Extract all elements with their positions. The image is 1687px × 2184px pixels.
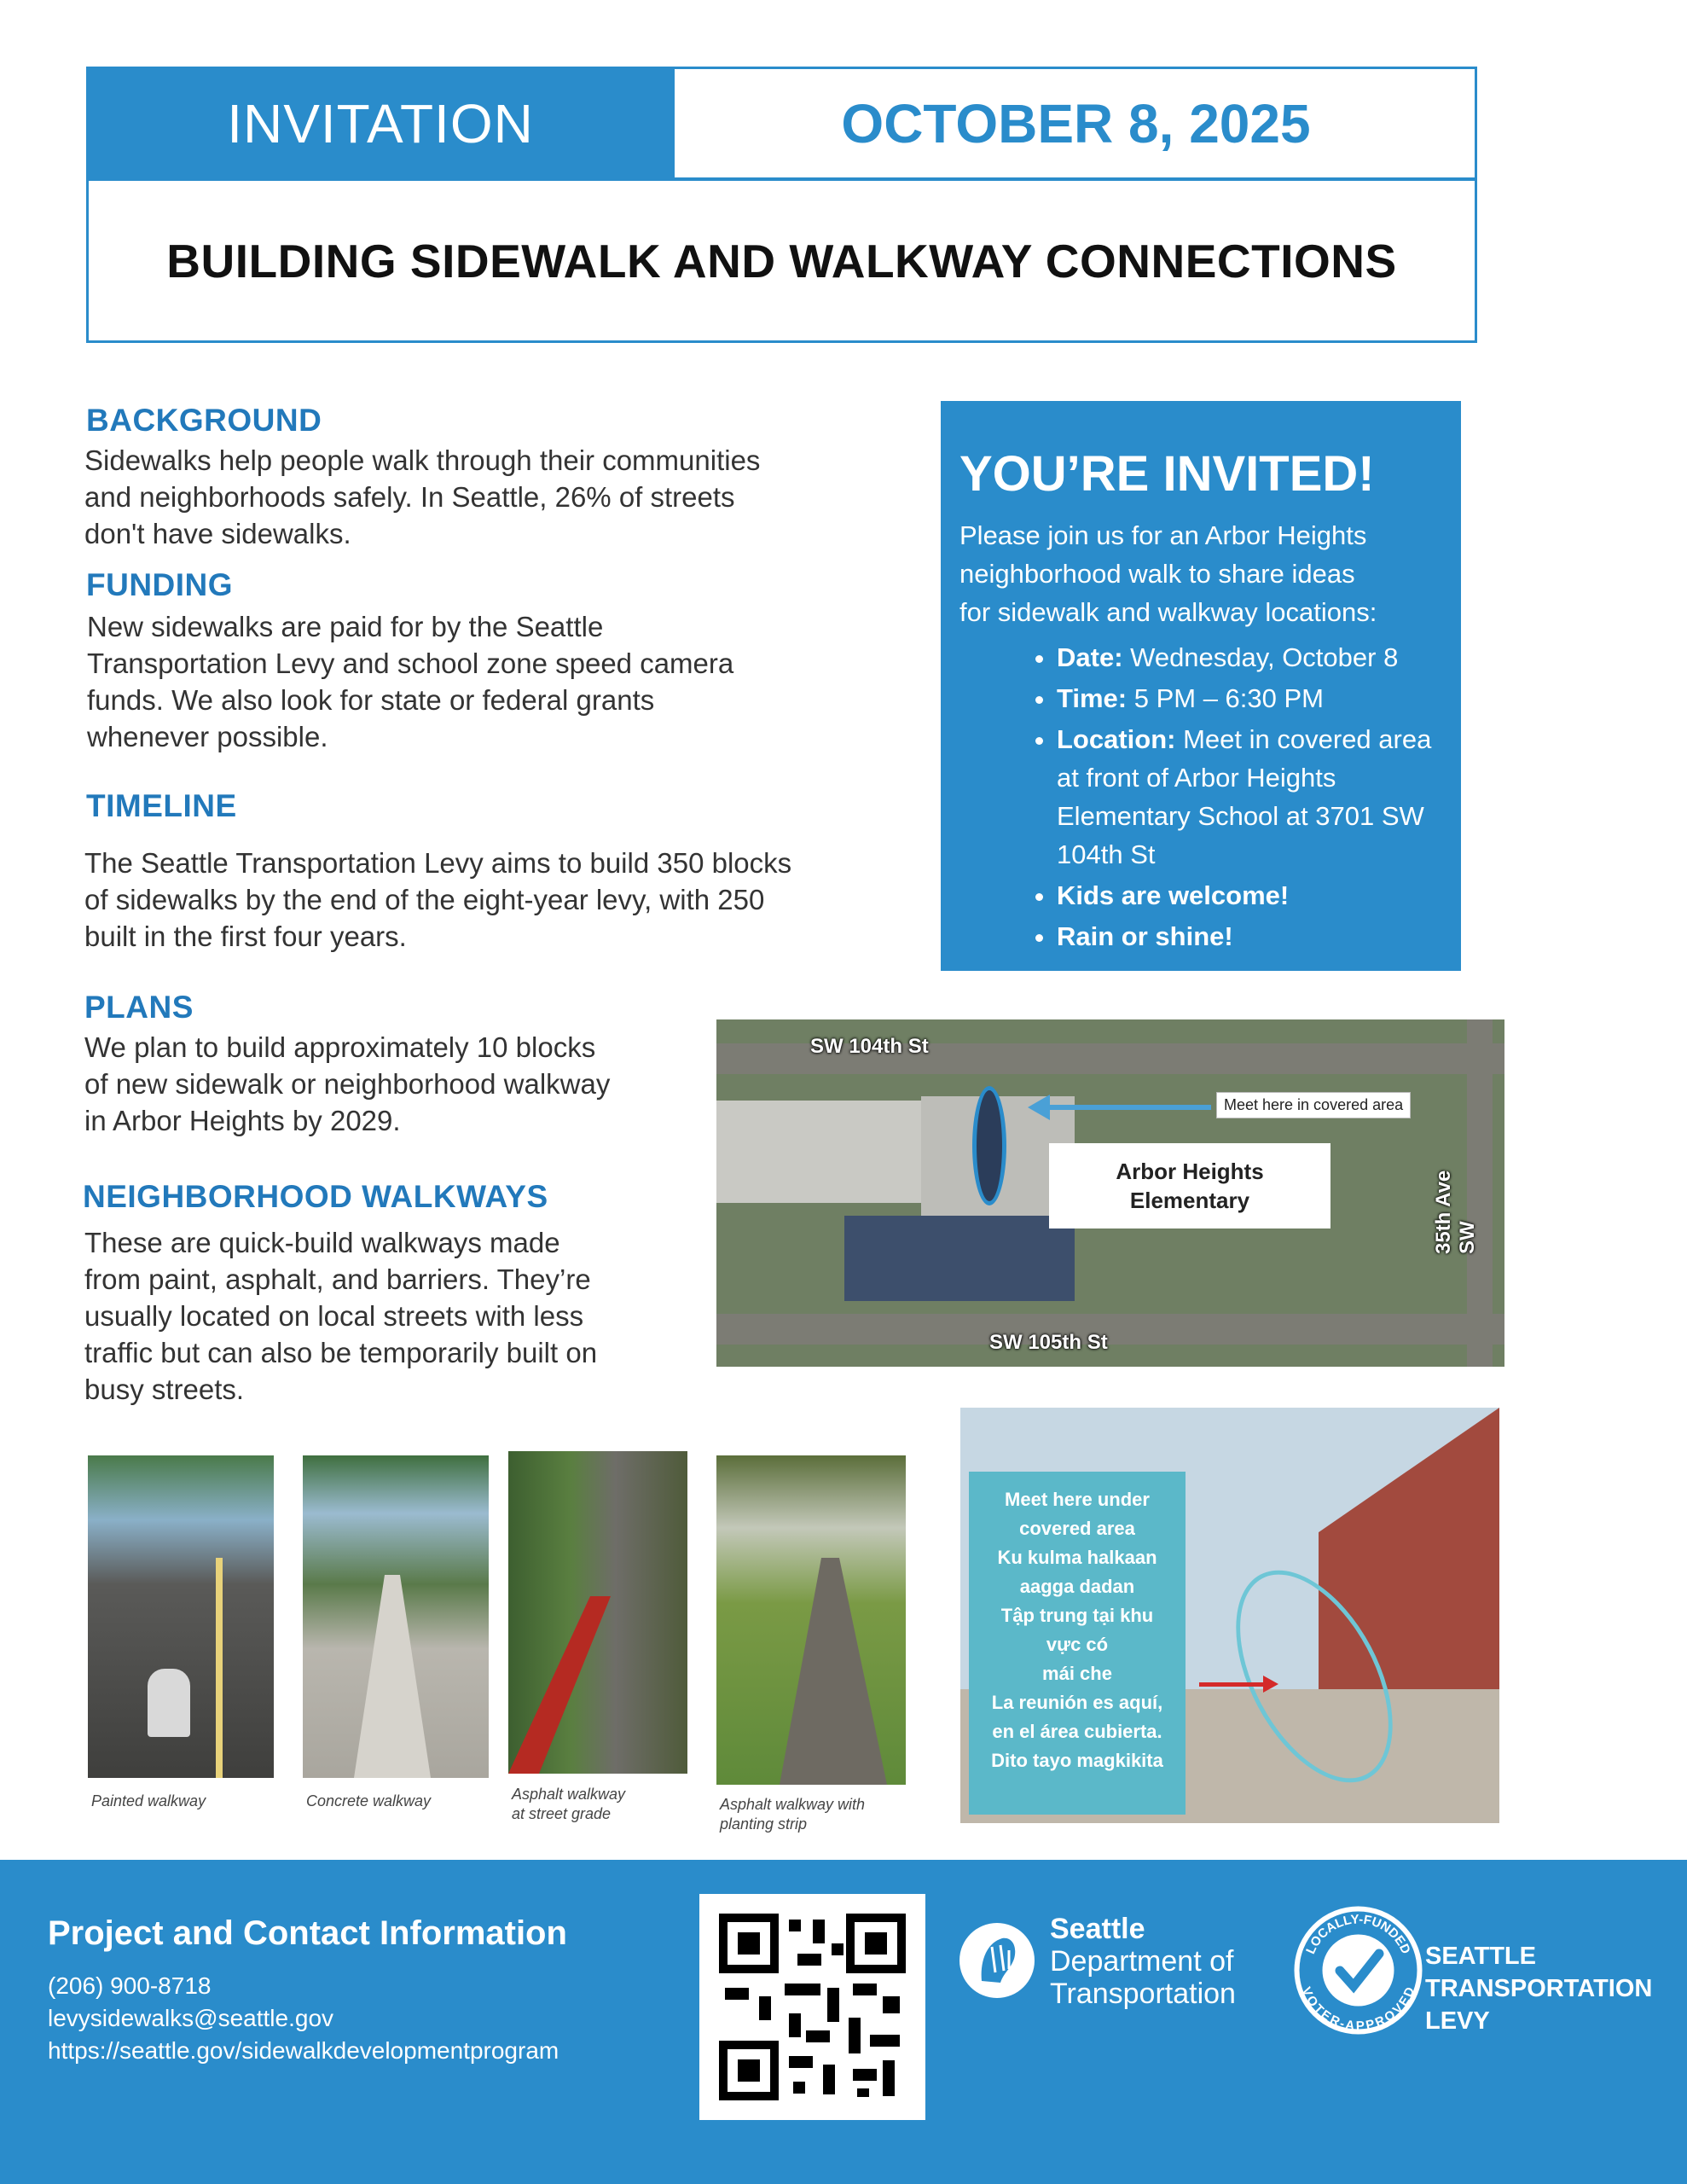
red-arrow-icon [1263,1676,1278,1693]
plans-text [84,1029,610,1139]
school-name-line: Arbor Heights [1116,1159,1264,1184]
text-line: These are quick-build walkways made [84,1227,560,1258]
kids-welcome: Kids are welcome! [1057,880,1290,910]
text-line: for sidewalk and walkway locations: [959,596,1377,627]
curb-shape [508,1596,611,1774]
caption-line: Asphalt walkway with [720,1796,866,1813]
time-value: 5 PM – 6:30 PM [1127,682,1325,713]
text-line: busy streets. [84,1374,245,1405]
text-line: neighborhood walk to share ideas [959,558,1355,589]
arrow-line [1199,1682,1267,1687]
invite-title: YOU’RE INVITED! [959,446,1375,502]
text-line: Transportation Levy and school zone speed camera [87,648,734,679]
text-line: in Arbor Heights by 2029. [84,1105,401,1136]
caption-line: planting strip [720,1815,808,1833]
walkways-text [84,1224,597,1408]
asphalt-grade-photo [508,1451,687,1774]
text-line: La reunión es aquí, [991,1692,1163,1713]
arrow-line [1041,1105,1211,1110]
text-line: whenever possible. [87,721,328,752]
plans-heading: PLANS [84,990,194,1025]
contact-title: Project and Contact Information [48,1914,567,1952]
text-line: mái che [1042,1663,1112,1684]
contact-phone[interactable]: (206) 900-8718 [48,1972,212,1999]
text-line: We plan to build approximately 10 blocks [84,1031,596,1063]
text-line: funds. We also look for state or federal grants [87,684,655,716]
badge-top-text: LOCALLY-FUNDED [1303,1912,1413,1957]
qr-code-icon [699,1894,925,2120]
text-line: from paint, asphalt, and barriers. They’re [84,1263,591,1295]
walkways-heading: NEIGHBORHOOD WALKWAYS [83,1179,548,1214]
sdot-logo [958,1909,1273,2029]
timeline-text [84,845,791,955]
event-date: OCTOBER 8, 2025 [841,92,1311,154]
meet-here-multilingual [969,1472,1186,1815]
covered-area-marker [972,1086,1006,1205]
caption-asphalt-grade [512,1785,625,1824]
caption-concrete: Concrete walkway [306,1792,432,1809]
caption-line: Asphalt walkway [512,1786,626,1803]
text-line: vực có [1046,1634,1109,1655]
asphalt-strip-photo [716,1455,906,1785]
funding-heading: FUNDING [86,567,234,602]
invite-details [959,638,1441,956]
text-line: Meet here under [1005,1489,1150,1510]
sdot-dept: Department of [1050,1945,1234,1978]
school-roof [716,1101,955,1203]
text-line: New sidewalks are paid for by the Seattle [87,611,604,642]
text-line: covered area [1019,1518,1135,1539]
text-line: traffic but can also be temporarily built on [84,1337,598,1368]
concrete-walkway-photo [303,1455,489,1778]
detail-kids [1057,876,1441,915]
pedestrian-marking-icon [148,1669,190,1737]
invite-box [941,401,1461,971]
walkway-shape [768,1558,887,1785]
timeline-heading: TIMELINE [86,788,237,823]
text-line: of sidewalks by the end of the eight-year levy, with 250 [84,884,765,915]
text-line: Ku kulma halkaan [997,1547,1157,1568]
sdot-name: Seattle [1050,1913,1145,1945]
meet-here-label: Meet here in covered area [1216,1092,1411,1118]
text-line: built in the first four years. [84,921,407,952]
text-line: don't have sidewalks. [84,518,351,549]
levy-logo [1292,1904,1653,2041]
text-line: usually located on local streets with less [84,1300,584,1332]
lane-line [216,1558,223,1778]
levy-line: LEVY [1425,2007,1490,2035]
background-text [84,442,760,552]
arrow-head-icon [1028,1095,1050,1120]
background-heading: BACKGROUND [86,403,322,438]
sdot-transport: Transportation [1050,1978,1236,2010]
text-line: Please join us for an Arbor Heights [959,520,1367,550]
street-label-105th: SW 105th St [989,1331,1108,1354]
caption-painted: Painted walkway [91,1792,206,1809]
location-value: Meet in covered area at front of Arbor Heights Elementary School at 3701 SW 104th St [1057,723,1432,869]
street-label-104th: SW 104th St [810,1035,929,1058]
funding-text [87,608,733,755]
text-line: en el área cubierta. [992,1721,1162,1742]
road-105th [716,1314,1504,1345]
street-label-35th: 35th Ave SW [1432,1170,1479,1254]
school-name-line: Elementary [1129,1188,1250,1213]
solar-panels [844,1216,1075,1301]
text-line: of new sidewalk or neighborhood walkway [84,1068,611,1100]
qr-code[interactable] [699,1894,925,2120]
covered-area-photo [960,1408,1499,1823]
text-line: and neighborhoods safely. In Seattle, 26% of streets [84,481,735,513]
detail-date [1057,638,1441,677]
text-line: Tập trung tại khu [1000,1605,1154,1626]
caption-asphalt-strip [720,1795,865,1834]
school-label [1049,1143,1330,1228]
detail-time [1057,679,1441,717]
text-line: The Seattle Transportation Levy aims to build 350 blocks [84,847,792,879]
rain-or-shine: Rain or shine! [1057,921,1233,951]
location-label: Location: [1057,723,1176,754]
voter-approved-badge-icon [1292,1904,1424,2036]
time-label: Time: [1057,682,1128,713]
levy-line: SEATTLE [1425,1943,1536,1970]
text-line: Dito tayo magkikita [991,1750,1163,1771]
levy-line: TRANSPORTATION [1425,1975,1653,2002]
contact-url[interactable]: https://seattle.gov/sidewalkdevelopmentprogram [48,2037,559,2064]
seattle-seal-icon [958,1921,1036,2000]
invite-intro [959,516,1441,631]
detail-rain [1057,917,1441,956]
text-line: Sidewalks help people walk through their communities [84,444,761,476]
text-line: aagga dadan [1019,1576,1135,1597]
caption-line: at street grade [512,1805,612,1822]
date-label: Date: [1057,642,1123,672]
sidewalk-shape [354,1575,431,1778]
detail-location [1057,720,1441,874]
painted-walkway-photo [88,1455,274,1778]
invitation-label: INVITATION [86,67,675,180]
badge-bottom-text: VOTER-APPROVED [1298,1984,1418,2034]
aerial-map [716,1019,1504,1367]
date-value: Wednesday, October 8 [1122,642,1399,672]
contact-email[interactable]: levysidewalks@seattle.gov [48,2005,334,2031]
footer [0,1860,1687,2184]
page-title: BUILDING SIDEWALK AND WALKWAY CONNECTIONS [166,235,1397,288]
